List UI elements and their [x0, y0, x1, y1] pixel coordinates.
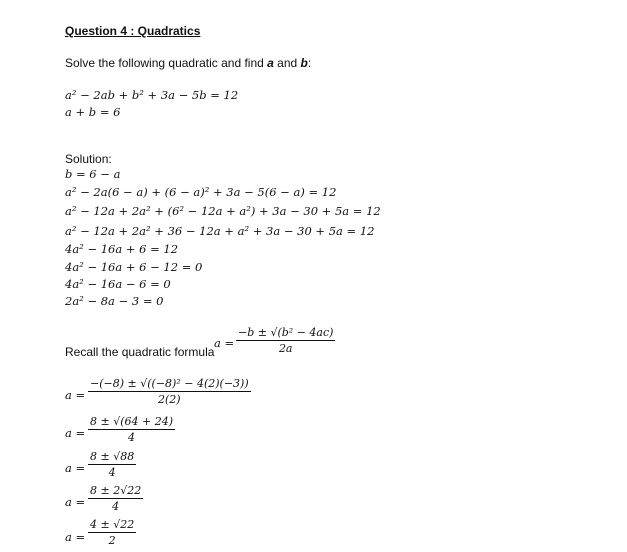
derivation-numerator: 8 ± √(64 + 24) [90, 415, 174, 428]
system-equation-2: a + b = 6 [65, 105, 121, 119]
derivation-lhs: a = [65, 388, 86, 402]
quadratic-formula-fraction [236, 326, 335, 355]
derivation-lhs: a = [65, 426, 86, 440]
step-line: 2a² − 8a − 3 = 0 [65, 294, 164, 308]
question-prompt [65, 56, 311, 70]
derivation-denominator: 4 [108, 466, 116, 479]
step-line: 4a² − 16a − 6 = 0 [65, 277, 171, 291]
derivation-denominator: 2(2) [158, 393, 181, 406]
system-equation-1: a² − 2ab + b² + 3a − 5b = 12 [65, 88, 239, 102]
prompt-var-a: a [267, 56, 274, 70]
derivation-lhs: a = [65, 461, 86, 475]
formula-numerator: −b ± √(b² − 4ac) [238, 326, 334, 339]
derivation-numerator: −(−8) ± √((−8)² − 4(2)(−3)) [90, 377, 249, 390]
recall-text: Recall the quadratic formula [65, 345, 215, 359]
step-line: b = 6 − a [65, 167, 121, 181]
derivation-denominator: 4 [112, 500, 120, 513]
step-line: 4a² − 16a + 6 = 12 [65, 242, 179, 256]
formula-lhs: a = [214, 336, 235, 350]
step-line: a² − 12a + 2a² + (6² − 12a + a²) + 3a − 30 + 5a = 12 [65, 204, 381, 218]
step-line: 4a² − 16a + 6 − 12 = 0 [65, 260, 203, 274]
step-line: a² − 12a + 2a² + 36 − 12a + a² + 3a − 30 + 5a = 12 [65, 224, 375, 238]
derivation-numerator: 4 ± √22 [90, 518, 135, 531]
prompt-and: and [273, 56, 301, 70]
derivation-fraction [88, 484, 143, 513]
derivation-fraction [88, 518, 136, 547]
derivation-numerator: 8 ± 2√22 [90, 484, 142, 497]
solution-label: Solution: [65, 152, 112, 166]
step-line: a² − 2a(6 − a) + (6 − a)² + 3a − 5(6 − a) = 12 [65, 185, 337, 199]
derivation-lhs: a = [65, 530, 86, 544]
prompt-colon: : [307, 56, 312, 70]
question-title: Question 4 : Quadratics [65, 24, 201, 38]
derivation-denominator: 2 [108, 534, 116, 547]
derivation-numerator: 8 ± √88 [90, 450, 135, 463]
derivation-fraction [88, 415, 175, 444]
formula-denominator: 2a [278, 342, 293, 355]
prompt-text: Solve the following quadratic and find [65, 56, 268, 70]
derivation-denominator: 4 [128, 431, 135, 444]
derivation-fraction [88, 377, 251, 406]
prompt-var-b: b [300, 56, 308, 70]
derivation-fraction [88, 450, 136, 479]
derivation-lhs: a = [65, 495, 86, 509]
